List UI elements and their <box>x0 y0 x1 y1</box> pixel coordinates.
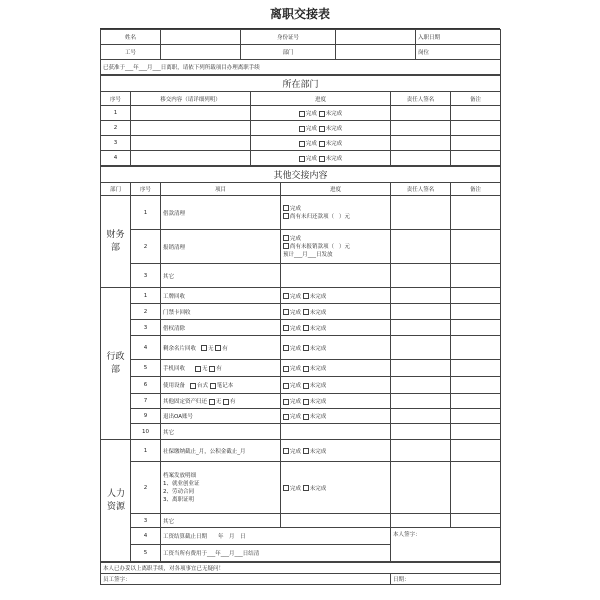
done-checkbox[interactable] <box>283 235 289 241</box>
self-sign-label: 本人签字： <box>393 532 421 538</box>
progress-cell <box>281 394 391 409</box>
form-title: 离职交接表 <box>100 0 500 29</box>
signature-cell[interactable] <box>391 121 451 136</box>
row-number: 6 <box>131 377 161 394</box>
outstanding-unit: ）元 <box>339 243 351 250</box>
remark-cell[interactable] <box>451 288 501 304</box>
progress-cell <box>281 360 391 377</box>
signature-cell[interactable] <box>391 151 451 166</box>
not-done-label: 未完成 <box>309 414 327 420</box>
col-header: 责任人签名 <box>391 92 451 106</box>
not-done-checkbox[interactable] <box>303 309 309 315</box>
department-label: 部门 <box>241 45 336 60</box>
remark-cell[interactable] <box>451 336 501 360</box>
col-header: 进度 <box>251 92 391 106</box>
outstanding-checkbox[interactable] <box>283 243 289 249</box>
option-label: 台式 <box>197 383 209 389</box>
remark-cell[interactable] <box>451 320 501 336</box>
row-number: 3 <box>131 264 161 288</box>
done-checkbox[interactable] <box>283 325 289 331</box>
notice-year: 年 <box>133 65 139 71</box>
not-done-label: 未完成 <box>309 366 327 372</box>
progress-cell <box>281 462 391 514</box>
hr-dept-text: 人力资源 <box>106 488 125 512</box>
progress-cell <box>281 230 391 264</box>
remark-cell[interactable] <box>451 196 501 230</box>
row-number: 10 <box>131 424 161 440</box>
done-checkbox[interactable] <box>299 126 305 132</box>
col-header: 备注 <box>451 183 501 196</box>
signature-cell[interactable] <box>391 514 451 528</box>
option-checkbox[interactable] <box>195 366 201 372</box>
option-label: 有 <box>216 366 222 372</box>
handover-form <box>100 0 500 585</box>
progress-cell <box>281 320 391 336</box>
remark-cell[interactable] <box>451 394 501 409</box>
done-label: 完成 <box>290 325 302 332</box>
option-label: 无 <box>215 399 222 405</box>
signature-cell[interactable] <box>391 288 451 304</box>
entry-date-label: 入职日期 <box>416 30 501 45</box>
notice-blank: ___ <box>152 65 161 71</box>
row-number: 2 <box>131 304 161 320</box>
outstanding-label: 尚有未报销款项（ <box>290 243 335 250</box>
department-table <box>100 75 501 166</box>
signature-cell[interactable] <box>391 394 451 409</box>
option-label: 笔记本 <box>216 383 234 389</box>
option-label: 无 <box>202 366 208 372</box>
signature-cell[interactable] <box>391 320 451 336</box>
col-header: 责任人签名 <box>391 183 451 196</box>
department-section-heading: 所在部门 <box>101 76 501 92</box>
progress-cell <box>251 121 391 136</box>
signature-cell[interactable] <box>391 440 451 462</box>
progress-cell <box>281 304 391 320</box>
option-checkbox[interactable] <box>190 383 196 389</box>
col-header: 备注 <box>451 92 501 106</box>
signature-cell[interactable] <box>391 230 451 264</box>
done-checkbox[interactable] <box>283 383 289 389</box>
done-checkbox[interactable] <box>299 156 305 162</box>
row-number: 1 <box>131 440 161 462</box>
notice-blank: ___ <box>138 65 148 71</box>
info-table <box>100 29 501 75</box>
item-label: 社保缴纳截止_月，公积金截止_月 <box>161 440 281 462</box>
item-label: 工牌回收 <box>161 288 281 304</box>
handover-content-cell[interactable] <box>131 106 251 121</box>
done-checkbox[interactable] <box>283 399 289 405</box>
row-number: 1 <box>131 288 161 304</box>
handover-content-cell[interactable] <box>131 121 251 136</box>
item-label <box>161 360 281 377</box>
row-number: 4 <box>131 336 161 360</box>
col-header: 进度 <box>281 183 391 196</box>
done-checkbox[interactable] <box>299 111 305 117</box>
option-checkbox[interactable] <box>209 366 215 372</box>
not-done-label: 未完成 <box>325 141 343 147</box>
done-checkbox[interactable] <box>283 448 289 454</box>
handover-content-cell[interactable] <box>131 151 251 166</box>
progress-cell <box>281 196 391 230</box>
remark-cell[interactable] <box>451 151 501 166</box>
done-label: 完成 <box>290 345 302 352</box>
option-label: 有 <box>230 399 236 405</box>
item-label: 其它 <box>161 514 281 528</box>
signature-cell[interactable] <box>391 304 451 320</box>
row-number: 2 <box>101 121 131 136</box>
not-done-checkbox[interactable] <box>303 366 309 372</box>
progress-cell <box>251 106 391 121</box>
col-header: 项目 <box>161 183 281 196</box>
admin-dept-label: 行政部 <box>101 288 131 440</box>
remark-cell[interactable] <box>451 230 501 264</box>
progress-cell <box>281 336 391 360</box>
notice-blank: ___ <box>125 65 134 71</box>
done-label: 完成 <box>290 293 302 300</box>
item-label: 借权清除 <box>161 320 281 336</box>
done-checkbox[interactable] <box>283 293 289 299</box>
row-number: 5 <box>131 360 161 377</box>
done-checkbox[interactable] <box>283 309 289 315</box>
not-done-label: 未完成 <box>309 448 327 455</box>
not-done-label: 未完成 <box>325 111 343 117</box>
remark-cell[interactable] <box>451 360 501 377</box>
signature-cell[interactable] <box>391 409 451 424</box>
col-header: 序号 <box>101 92 131 106</box>
progress-cell <box>281 409 391 424</box>
done-label: 完成 <box>290 205 302 212</box>
done-label: 完成 <box>290 309 302 316</box>
item-label: 工资当所有费用于___年___月___日结清 <box>161 545 391 562</box>
option-checkbox[interactable] <box>223 399 229 405</box>
employee-sign-field[interactable] <box>101 574 391 585</box>
remark-cell[interactable] <box>451 106 501 121</box>
handover-content-cell[interactable] <box>131 136 251 151</box>
option-checkbox[interactable] <box>209 399 215 405</box>
remark-cell[interactable] <box>451 136 501 151</box>
not-done-checkbox[interactable] <box>303 414 309 420</box>
remark-cell[interactable] <box>451 440 501 462</box>
archive-item: 2、劳动合同 <box>163 488 194 495</box>
not-done-label: 未完成 <box>309 383 327 389</box>
leave-notice <box>101 60 501 75</box>
progress-cell <box>281 514 391 528</box>
remark-cell[interactable] <box>451 462 501 514</box>
option-label: 无 <box>208 345 214 352</box>
item-label <box>161 462 281 514</box>
row-number: 1 <box>101 106 131 121</box>
hr-self-sign[interactable] <box>391 528 501 562</box>
signature-cell[interactable] <box>391 462 451 514</box>
row-number: 2 <box>131 462 161 514</box>
col-header: 移交内容（请详细列明） <box>131 92 251 106</box>
signature-cell[interactable] <box>391 264 451 288</box>
id-field[interactable] <box>336 30 416 45</box>
option-checkbox[interactable] <box>210 383 216 389</box>
id-label: 身份证号 <box>241 30 336 45</box>
not-done-checkbox[interactable] <box>319 126 325 132</box>
not-done-checkbox[interactable] <box>303 485 309 491</box>
done-label: 完成 <box>290 235 302 242</box>
progress-cell <box>251 136 391 151</box>
done-checkbox[interactable] <box>283 366 289 372</box>
notice-month: 月 <box>147 65 153 71</box>
progress-cell <box>281 377 391 394</box>
done-checkbox[interactable] <box>283 205 289 211</box>
done-label: 完成 <box>305 126 317 132</box>
department-field[interactable] <box>336 45 416 60</box>
done-checkbox[interactable] <box>283 414 289 420</box>
row-number: 3 <box>131 514 161 528</box>
not-done-label: 未完成 <box>325 156 343 162</box>
done-label: 完成 <box>290 383 302 389</box>
signature-cell[interactable] <box>391 424 451 440</box>
hr-dept-label <box>101 440 131 562</box>
progress-cell <box>281 264 391 288</box>
item-text: 其他固定资产归还 <box>163 399 208 405</box>
signature-cell[interactable] <box>391 106 451 121</box>
done-label: 完成 <box>290 448 302 455</box>
not-done-checkbox[interactable] <box>319 141 325 147</box>
item-text: 手机回收 <box>163 366 186 372</box>
row-number: 1 <box>131 196 161 230</box>
item-label: 借款清理 <box>161 196 281 230</box>
signature-cell[interactable] <box>391 196 451 230</box>
col-header: 部门 <box>101 183 131 196</box>
item-label: 退出OA账号 <box>161 409 281 424</box>
name-field[interactable] <box>161 30 241 45</box>
not-done-checkbox[interactable] <box>303 383 309 389</box>
signature-cell[interactable] <box>391 136 451 151</box>
done-label: 完成 <box>290 399 302 405</box>
option-label: 有 <box>222 345 228 352</box>
not-done-checkbox[interactable] <box>303 325 309 331</box>
employee-sign-label: 员工签字： <box>103 577 131 583</box>
option-checkbox[interactable] <box>215 345 221 351</box>
item-label: 其它 <box>161 424 281 440</box>
footer-table <box>100 562 501 585</box>
notice-suffix: 日离职，请依下列所载项目办理离职手续 <box>160 65 260 71</box>
not-done-checkbox[interactable] <box>319 111 325 117</box>
done-label: 完成 <box>305 141 317 147</box>
item-text: 使用设备 <box>163 383 186 389</box>
row-number: 4 <box>101 151 131 166</box>
not-done-label: 未完成 <box>309 309 327 316</box>
not-done-checkbox[interactable] <box>303 293 309 299</box>
signature-cell[interactable] <box>391 377 451 394</box>
employee-no-field[interactable] <box>161 45 241 60</box>
done-label: 完成 <box>305 111 317 117</box>
done-label: 完成 <box>290 485 302 492</box>
archive-item: 3、离职证明 <box>163 496 194 503</box>
progress-cell <box>281 424 391 440</box>
finance-dept-label: 财务部 <box>101 196 131 288</box>
expected-payment: 预计___月___日发放 <box>283 251 333 258</box>
option-checkbox[interactable] <box>201 345 207 351</box>
col-header: 序号 <box>131 183 161 196</box>
archive-item: 1、就业创业证 <box>163 480 200 487</box>
row-number: 3 <box>131 320 161 336</box>
other-table <box>100 166 501 562</box>
not-done-checkbox[interactable] <box>303 399 309 405</box>
employee-no-label: 工号 <box>101 45 161 60</box>
item-text: 剩余名片回收 <box>163 345 197 352</box>
signature-cell[interactable] <box>391 360 451 377</box>
remark-cell[interactable] <box>451 304 501 320</box>
not-done-label: 未完成 <box>309 325 327 332</box>
done-checkbox[interactable] <box>299 141 305 147</box>
remark-cell[interactable] <box>451 377 501 394</box>
not-done-checkbox[interactable] <box>303 345 309 351</box>
outstanding-unit: ）元 <box>339 213 351 220</box>
row-number: 9 <box>131 409 161 424</box>
item-label <box>161 394 281 409</box>
not-done-label: 未完成 <box>325 126 343 132</box>
item-label <box>161 336 281 360</box>
archive-heading: 档案发放明细 <box>163 472 197 479</box>
row-number: 3 <box>101 136 131 151</box>
outstanding-checkbox[interactable] <box>283 213 289 219</box>
remark-cell[interactable] <box>451 514 501 528</box>
row-number: 4 <box>131 528 161 545</box>
done-label: 完成 <box>290 414 302 420</box>
item-label: 报销清理 <box>161 230 281 264</box>
remark-cell[interactable] <box>451 264 501 288</box>
row-number: 5 <box>131 545 161 562</box>
not-done-label: 未完成 <box>309 485 327 492</box>
confirm-statement: 本人已办妥以上离职手续，对各项事宜已无疑问！ <box>101 563 501 574</box>
progress-cell <box>251 151 391 166</box>
other-section-heading: 其他交接内容 <box>101 167 501 183</box>
done-checkbox[interactable] <box>283 485 289 491</box>
not-done-label: 未完成 <box>309 345 327 352</box>
done-label: 完成 <box>305 156 317 162</box>
item-label: 门禁卡回收 <box>161 304 281 320</box>
not-done-checkbox[interactable] <box>303 448 309 454</box>
not-done-label: 未完成 <box>309 293 327 300</box>
progress-cell <box>281 288 391 304</box>
name-label: 姓名 <box>101 30 161 45</box>
row-number: 2 <box>131 230 161 264</box>
item-label: 其它 <box>161 264 281 288</box>
progress-cell <box>281 440 391 462</box>
remark-cell[interactable] <box>451 121 501 136</box>
remark-cell[interactable] <box>451 409 501 424</box>
outstanding-label: 尚有未归还款项（ <box>290 213 335 220</box>
done-label: 完成 <box>290 366 302 372</box>
not-done-checkbox[interactable] <box>319 156 325 162</box>
date-label: 日期： <box>393 577 410 583</box>
remark-cell[interactable] <box>451 424 501 440</box>
item-label <box>161 377 281 394</box>
item-label: 工资结算截止日期 年 月 日 <box>161 528 391 545</box>
date-field[interactable] <box>391 574 501 585</box>
signature-cell[interactable] <box>391 336 451 360</box>
row-number: 7 <box>131 394 161 409</box>
not-done-label: 未完成 <box>309 399 327 405</box>
done-checkbox[interactable] <box>283 345 289 351</box>
position-label: 岗位 <box>416 45 501 60</box>
notice-prefix: 已获准于 <box>103 65 126 71</box>
